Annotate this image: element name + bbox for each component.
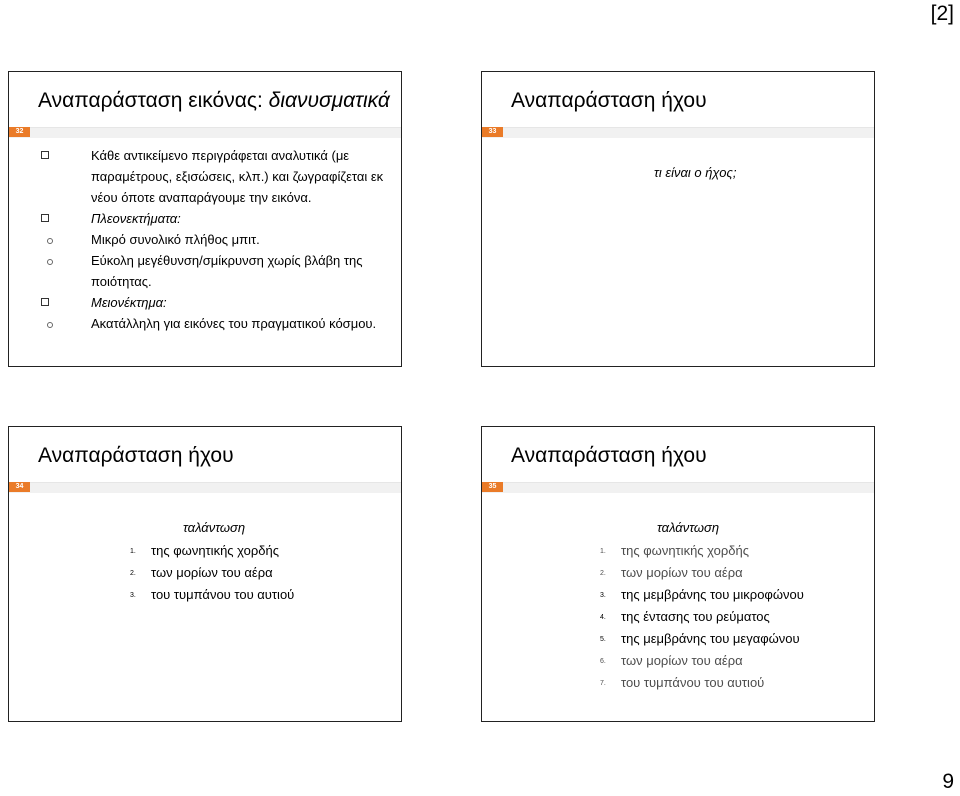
page-marker: [2] xyxy=(930,2,954,25)
square-bullet-icon xyxy=(41,214,49,222)
list-item: 7. του τυμπάνου του αυτιού xyxy=(600,675,765,690)
page-number: 9 xyxy=(942,770,954,793)
slide-title: Αναπαράσταση ήχου xyxy=(511,444,707,467)
numbered-list xyxy=(600,540,804,694)
list-item: 4. της έντασης του ρεύματος xyxy=(600,609,770,624)
list-item: παραμέτρους, εξισώσεις, κλπ.) και ζωγραφίζεται εκ xyxy=(91,169,384,184)
slide-33 xyxy=(481,71,875,367)
title-bar xyxy=(482,127,874,138)
list-item: 1. της φωνητικής χορδής xyxy=(600,543,750,558)
list-item: νέου όποτε αναπαράγουμε την εικόνα. xyxy=(91,190,312,205)
circle-bullet-icon xyxy=(47,322,53,328)
slide-number-badge: 32 xyxy=(9,127,30,137)
slide-32 xyxy=(8,71,402,367)
slide-question: τι είναι ο ήχος; xyxy=(654,165,737,180)
slide-35 xyxy=(481,426,875,722)
square-bullet-icon xyxy=(41,298,49,306)
list-item: ποιότητας. xyxy=(91,274,152,289)
slide-subheading: ταλάντωση xyxy=(657,520,720,535)
list-item: 3. του τυμπάνου του αυτιού xyxy=(130,587,295,602)
slide-number-badge: 34 xyxy=(9,482,30,492)
list-item: Μικρό συνολικό πλήθος μπιτ. xyxy=(41,229,391,250)
list-item: 2. των μορίων του αέρα xyxy=(130,565,273,580)
square-bullet-icon xyxy=(41,151,49,159)
bullet-list xyxy=(41,145,391,334)
title-bar xyxy=(482,482,874,493)
list-item: Εύκολη μεγέθυνση/σμίκρυνση χωρίς βλάβη της xyxy=(41,250,391,271)
slide-title: Αναπαράσταση ήχου xyxy=(511,89,707,112)
title-emphasis: διανυσματικά xyxy=(268,89,390,112)
list-item: Κάθε αντικείμενο περιγράφεται αναλυτικά (με xyxy=(41,145,391,166)
list-item: 5. της μεμβράνης του μεγαφώνου xyxy=(600,631,800,646)
circle-bullet-icon xyxy=(47,259,53,265)
slide-title: Αναπαράσταση ήχου xyxy=(38,444,234,467)
slide-number-badge: 33 xyxy=(482,127,503,137)
slide-subheading: ταλάντωση xyxy=(183,520,246,535)
slide-title: Αναπαράσταση εικόνας: διανυσματικά xyxy=(38,89,390,112)
slide-number-badge: 35 xyxy=(482,482,503,492)
numbered-list xyxy=(130,540,294,606)
list-item: Πλεονεκτήματα: xyxy=(41,208,391,229)
list-item: 2. των μορίων του αέρα xyxy=(600,565,743,580)
list-item: 3. της μεμβράνης του μικροφώνου xyxy=(600,587,804,602)
slide-34 xyxy=(8,426,402,722)
title-bar xyxy=(9,127,401,138)
title-bar xyxy=(9,482,401,493)
list-item: 6. των μορίων του αέρα xyxy=(600,653,743,668)
list-item: Μειονέκτημα: xyxy=(41,292,391,313)
circle-bullet-icon xyxy=(47,238,53,244)
list-item: 1. της φωνητικής χορδής xyxy=(130,543,280,558)
list-item: Ακατάλληλη για εικόνες του πραγματικού κόσμου. xyxy=(41,313,391,334)
